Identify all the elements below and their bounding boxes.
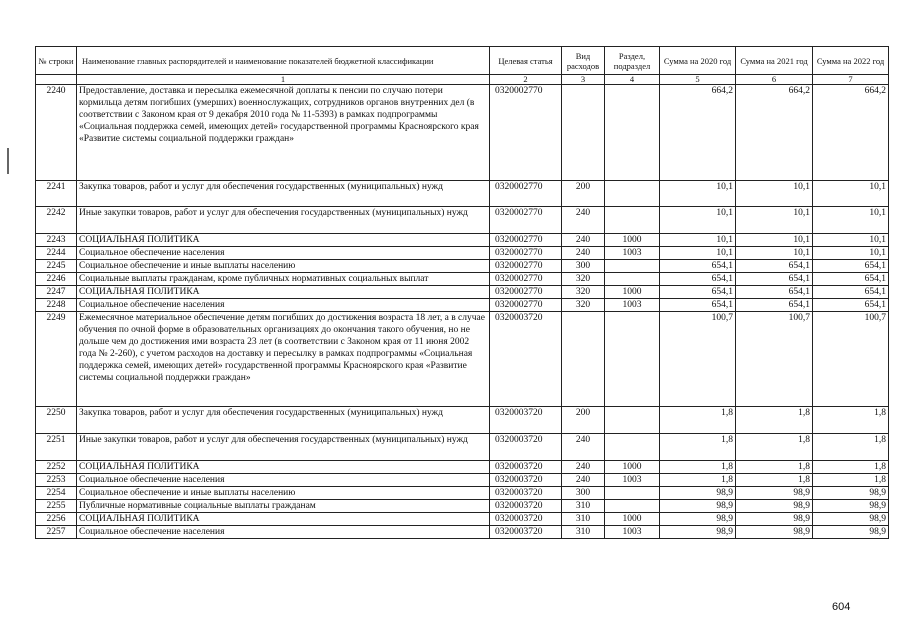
sum-2020-cell: 10,1 — [660, 234, 736, 247]
expense-type-cell — [562, 85, 605, 181]
sum-2022-cell: 1,8 — [813, 407, 889, 434]
target-article-cell: 0320003720 — [490, 474, 562, 487]
row-number-cell: 2243 — [36, 234, 77, 247]
table-row — [36, 526, 889, 539]
column-number-cell: 3 — [562, 75, 605, 85]
column-number-cell: 7 — [813, 75, 889, 85]
table-row — [36, 312, 889, 407]
section-cell — [605, 273, 660, 286]
sum-2022-cell: 98,9 — [813, 500, 889, 513]
expense-type-cell: 310 — [562, 500, 605, 513]
row-number-cell: 2247 — [36, 286, 77, 299]
sum-2020-cell: 1,8 — [660, 474, 736, 487]
section-cell: 1000 — [605, 513, 660, 526]
table-row — [36, 461, 889, 474]
header-name: Наименование главных распорядителей и наименование показателей бюджетной классификации — [77, 47, 490, 75]
row-number-cell: 2252 — [36, 461, 77, 474]
header-sum-2020: Сумма на 2020 год — [660, 47, 736, 75]
section-cell: 1003 — [605, 299, 660, 312]
header-row-number: № строки — [36, 47, 77, 75]
sum-2021-cell: 654,1 — [736, 260, 813, 273]
table-row — [36, 487, 889, 500]
table-row — [36, 500, 889, 513]
sum-2020-cell: 664,2 — [660, 85, 736, 181]
row-number-cell: 2241 — [36, 181, 77, 207]
expense-type-cell: 200 — [562, 407, 605, 434]
sum-2021-cell: 664,2 — [736, 85, 813, 181]
section-cell: 1003 — [605, 474, 660, 487]
section-cell — [605, 487, 660, 500]
column-number-cell: 4 — [605, 75, 660, 85]
column-number-cell: 5 — [660, 75, 736, 85]
target-article-cell: 0320002770 — [490, 207, 562, 234]
section-cell — [605, 181, 660, 207]
indicator-name-cell: Закупка товаров, работ и услуг для обеспечения государственных (муниципальных) нужд — [77, 181, 490, 207]
row-number-cell: 2256 — [36, 513, 77, 526]
sum-2022-cell: 10,1 — [813, 234, 889, 247]
indicator-name-cell: Социальное обеспечение населения — [77, 247, 490, 260]
indicator-name-cell: Публичные нормативные социальные выплаты гражданам — [77, 500, 490, 513]
sum-2020-cell: 98,9 — [660, 526, 736, 539]
indicator-name-cell: СОЦИАЛЬНАЯ ПОЛИТИКА — [77, 286, 490, 299]
sum-2022-cell: 654,1 — [813, 286, 889, 299]
sum-2021-cell: 98,9 — [736, 513, 813, 526]
sum-2022-cell: 654,1 — [813, 299, 889, 312]
sum-2022-cell: 1,8 — [813, 434, 889, 461]
table-row — [36, 299, 889, 312]
table-row — [36, 207, 889, 234]
target-article-cell: 0320002770 — [490, 247, 562, 260]
section-cell — [605, 85, 660, 181]
table-row — [36, 434, 889, 461]
row-number-cell: 2240 — [36, 85, 77, 181]
sum-2020-cell: 10,1 — [660, 207, 736, 234]
section-cell: 1000 — [605, 286, 660, 299]
section-cell — [605, 500, 660, 513]
sum-2020-cell: 1,8 — [660, 461, 736, 474]
header-row — [36, 47, 889, 75]
row-number-cell: 2254 — [36, 487, 77, 500]
sum-2022-cell: 98,9 — [813, 487, 889, 500]
section-cell — [605, 207, 660, 234]
target-article-cell: 0320003720 — [490, 312, 562, 407]
budget-table — [35, 46, 889, 539]
indicator-name-cell: Закупка товаров, работ и услуг для обеспечения государственных (муниципальных) нужд — [77, 407, 490, 434]
sum-2022-cell: 98,9 — [813, 526, 889, 539]
expense-type-cell: 320 — [562, 273, 605, 286]
sum-2022-cell: 98,9 — [813, 513, 889, 526]
sum-2020-cell: 98,9 — [660, 487, 736, 500]
table-row — [36, 247, 889, 260]
row-number-cell: 2251 — [36, 434, 77, 461]
section-cell — [605, 260, 660, 273]
expense-type-cell — [562, 312, 605, 407]
indicator-name-cell: СОЦИАЛЬНАЯ ПОЛИТИКА — [77, 461, 490, 474]
expense-type-cell: 310 — [562, 526, 605, 539]
sum-2022-cell: 654,1 — [813, 273, 889, 286]
table-row — [36, 273, 889, 286]
sum-2020-cell: 10,1 — [660, 181, 736, 207]
sum-2022-cell: 10,1 — [813, 207, 889, 234]
indicator-name-cell: Социальное обеспечение населения — [77, 526, 490, 539]
sum-2020-cell: 10,1 — [660, 247, 736, 260]
sum-2022-cell: 100,7 — [813, 312, 889, 407]
row-number-cell: 2245 — [36, 260, 77, 273]
row-number-cell: 2255 — [36, 500, 77, 513]
header-target-article: Целевая статья — [490, 47, 562, 75]
sum-2021-cell: 1,8 — [736, 407, 813, 434]
sum-2021-cell: 10,1 — [736, 207, 813, 234]
column-number-cell: 6 — [736, 75, 813, 85]
sum-2021-cell: 10,1 — [736, 234, 813, 247]
expense-type-cell: 300 — [562, 260, 605, 273]
target-article-cell: 0320003720 — [490, 526, 562, 539]
sum-2022-cell: 664,2 — [813, 85, 889, 181]
indicator-name-cell: СОЦИАЛЬНАЯ ПОЛИТИКА — [77, 513, 490, 526]
expense-type-cell: 240 — [562, 474, 605, 487]
header-sum-2021: Сумма на 2021 год — [736, 47, 813, 75]
section-cell: 1003 — [605, 247, 660, 260]
sum-2021-cell: 654,1 — [736, 273, 813, 286]
sum-2021-cell: 98,9 — [736, 487, 813, 500]
target-article-cell: 0320002770 — [490, 299, 562, 312]
expense-type-cell: 240 — [562, 247, 605, 260]
column-number-cell — [36, 75, 77, 85]
row-number-cell: 2244 — [36, 247, 77, 260]
indicator-name-cell: Ежемесячное материальное обеспечение детям погибших до достижения возраста 18 лет, а в случае обучения по очной форме в образовательных организациях до окончания такого обучения, но не дольше чем до достижения ими возраста 23 лет (в соответствии с Законом края от 11 июня 2002 года № 2-260), с учетом расходов на доставку и пересылку в рамках подпрограммы «Социальная поддержка семей, имеющих детей» государственной программы Красноярского края «Развитие системы социальной поддержки граждан» — [77, 312, 490, 407]
column-number-cell: 1 — [77, 75, 490, 85]
sum-2022-cell: 1,8 — [813, 461, 889, 474]
table-row — [36, 474, 889, 487]
sum-2020-cell: 98,9 — [660, 500, 736, 513]
sum-2020-cell: 654,1 — [660, 299, 736, 312]
sum-2022-cell: 10,1 — [813, 181, 889, 207]
expense-type-cell: 320 — [562, 299, 605, 312]
table-row — [36, 513, 889, 526]
table-row — [36, 407, 889, 434]
row-number-cell: 2250 — [36, 407, 77, 434]
sum-2022-cell: 10,1 — [813, 247, 889, 260]
sum-2020-cell: 100,7 — [660, 312, 736, 407]
target-article-cell: 0320003720 — [490, 461, 562, 474]
sum-2021-cell: 98,9 — [736, 526, 813, 539]
expense-type-cell: 240 — [562, 207, 605, 234]
sum-2020-cell: 654,1 — [660, 286, 736, 299]
expense-type-cell: 320 — [562, 286, 605, 299]
indicator-name-cell: СОЦИАЛЬНАЯ ПОЛИТИКА — [77, 234, 490, 247]
target-article-cell: 0320002770 — [490, 181, 562, 207]
row-number-cell: 2253 — [36, 474, 77, 487]
expense-type-cell: 300 — [562, 487, 605, 500]
sum-2020-cell: 1,8 — [660, 434, 736, 461]
table-row — [36, 85, 889, 181]
section-cell: 1000 — [605, 461, 660, 474]
expense-type-cell: 310 — [562, 513, 605, 526]
target-article-cell: 0320003720 — [490, 513, 562, 526]
header-section: Раздел, подраздел — [605, 47, 660, 75]
table-row — [36, 260, 889, 273]
sum-2021-cell: 654,1 — [736, 286, 813, 299]
target-article-cell: 0320002770 — [490, 286, 562, 299]
indicator-name-cell: Социальное обеспечение и иные выплаты населению — [77, 260, 490, 273]
target-article-cell: 0320002770 — [490, 273, 562, 286]
sum-2021-cell: 654,1 — [736, 299, 813, 312]
indicator-name-cell: Социальное обеспечение населения — [77, 474, 490, 487]
section-cell: 1003 — [605, 526, 660, 539]
row-number-cell: 2249 — [36, 312, 77, 407]
indicator-name-cell: Социальное обеспечение и иные выплаты населению — [77, 487, 490, 500]
expense-type-cell: 240 — [562, 461, 605, 474]
row-number-cell: 2246 — [36, 273, 77, 286]
indicator-name-cell: Предоставление, доставка и пересылка ежемесячной доплаты к пенсии по случаю потери кормильца детям погибших (умерших) военнослужащих, сотрудников органов внутренних дел (в соответствии с Законом края от 9 декабря 2010 года № 11-5393) в рамках подпрограммы «Социальная поддержка семей, имеющих детей» государственной программы Красноярского края «Развитие системы социальной поддержки граждан» — [77, 85, 490, 181]
sum-2021-cell: 100,7 — [736, 312, 813, 407]
target-article-cell: 0320003720 — [490, 434, 562, 461]
expense-type-cell: 240 — [562, 434, 605, 461]
section-cell — [605, 312, 660, 407]
row-number-cell: 2242 — [36, 207, 77, 234]
sum-2022-cell: 654,1 — [813, 260, 889, 273]
indicator-name-cell: Социальные выплаты гражданам, кроме публичных нормативных социальных выплат — [77, 273, 490, 286]
section-cell — [605, 434, 660, 461]
sum-2020-cell: 98,9 — [660, 513, 736, 526]
row-number-cell: 2248 — [36, 299, 77, 312]
sum-2020-cell: 1,8 — [660, 407, 736, 434]
expense-type-cell: 240 — [562, 234, 605, 247]
header-expense-type: Вид расходов — [562, 47, 605, 75]
section-cell: 1000 — [605, 234, 660, 247]
column-number-cell: 2 — [490, 75, 562, 85]
sum-2020-cell: 654,1 — [660, 260, 736, 273]
target-article-cell: 0320002770 — [490, 260, 562, 273]
sum-2022-cell: 1,8 — [813, 474, 889, 487]
section-cell — [605, 407, 660, 434]
table-row — [36, 234, 889, 247]
target-article-cell: 0320003720 — [490, 500, 562, 513]
sum-2021-cell: 1,8 — [736, 474, 813, 487]
table-row — [36, 181, 889, 207]
sum-2021-cell: 98,9 — [736, 500, 813, 513]
column-number-row — [36, 75, 889, 85]
header-sum-2022: Сумма на 2022 год — [813, 47, 889, 75]
page-number: 604 — [832, 601, 851, 613]
indicator-name-cell: Социальное обеспечение населения — [77, 299, 490, 312]
sum-2021-cell: 10,1 — [736, 181, 813, 207]
expense-type-cell: 200 — [562, 181, 605, 207]
margin-mark — [7, 148, 9, 174]
sum-2021-cell: 1,8 — [736, 434, 813, 461]
table-row — [36, 286, 889, 299]
indicator-name-cell: Иные закупки товаров, работ и услуг для обеспечения государственных (муниципальных) нужд — [77, 434, 490, 461]
row-number-cell: 2257 — [36, 526, 77, 539]
target-article-cell: 0320002770 — [490, 85, 562, 181]
target-article-cell: 0320003720 — [490, 487, 562, 500]
target-article-cell: 0320003720 — [490, 407, 562, 434]
sum-2020-cell: 654,1 — [660, 273, 736, 286]
sum-2021-cell: 10,1 — [736, 247, 813, 260]
target-article-cell: 0320002770 — [490, 234, 562, 247]
indicator-name-cell: Иные закупки товаров, работ и услуг для обеспечения государственных (муниципальных) нужд — [77, 207, 490, 234]
sum-2021-cell: 1,8 — [736, 461, 813, 474]
